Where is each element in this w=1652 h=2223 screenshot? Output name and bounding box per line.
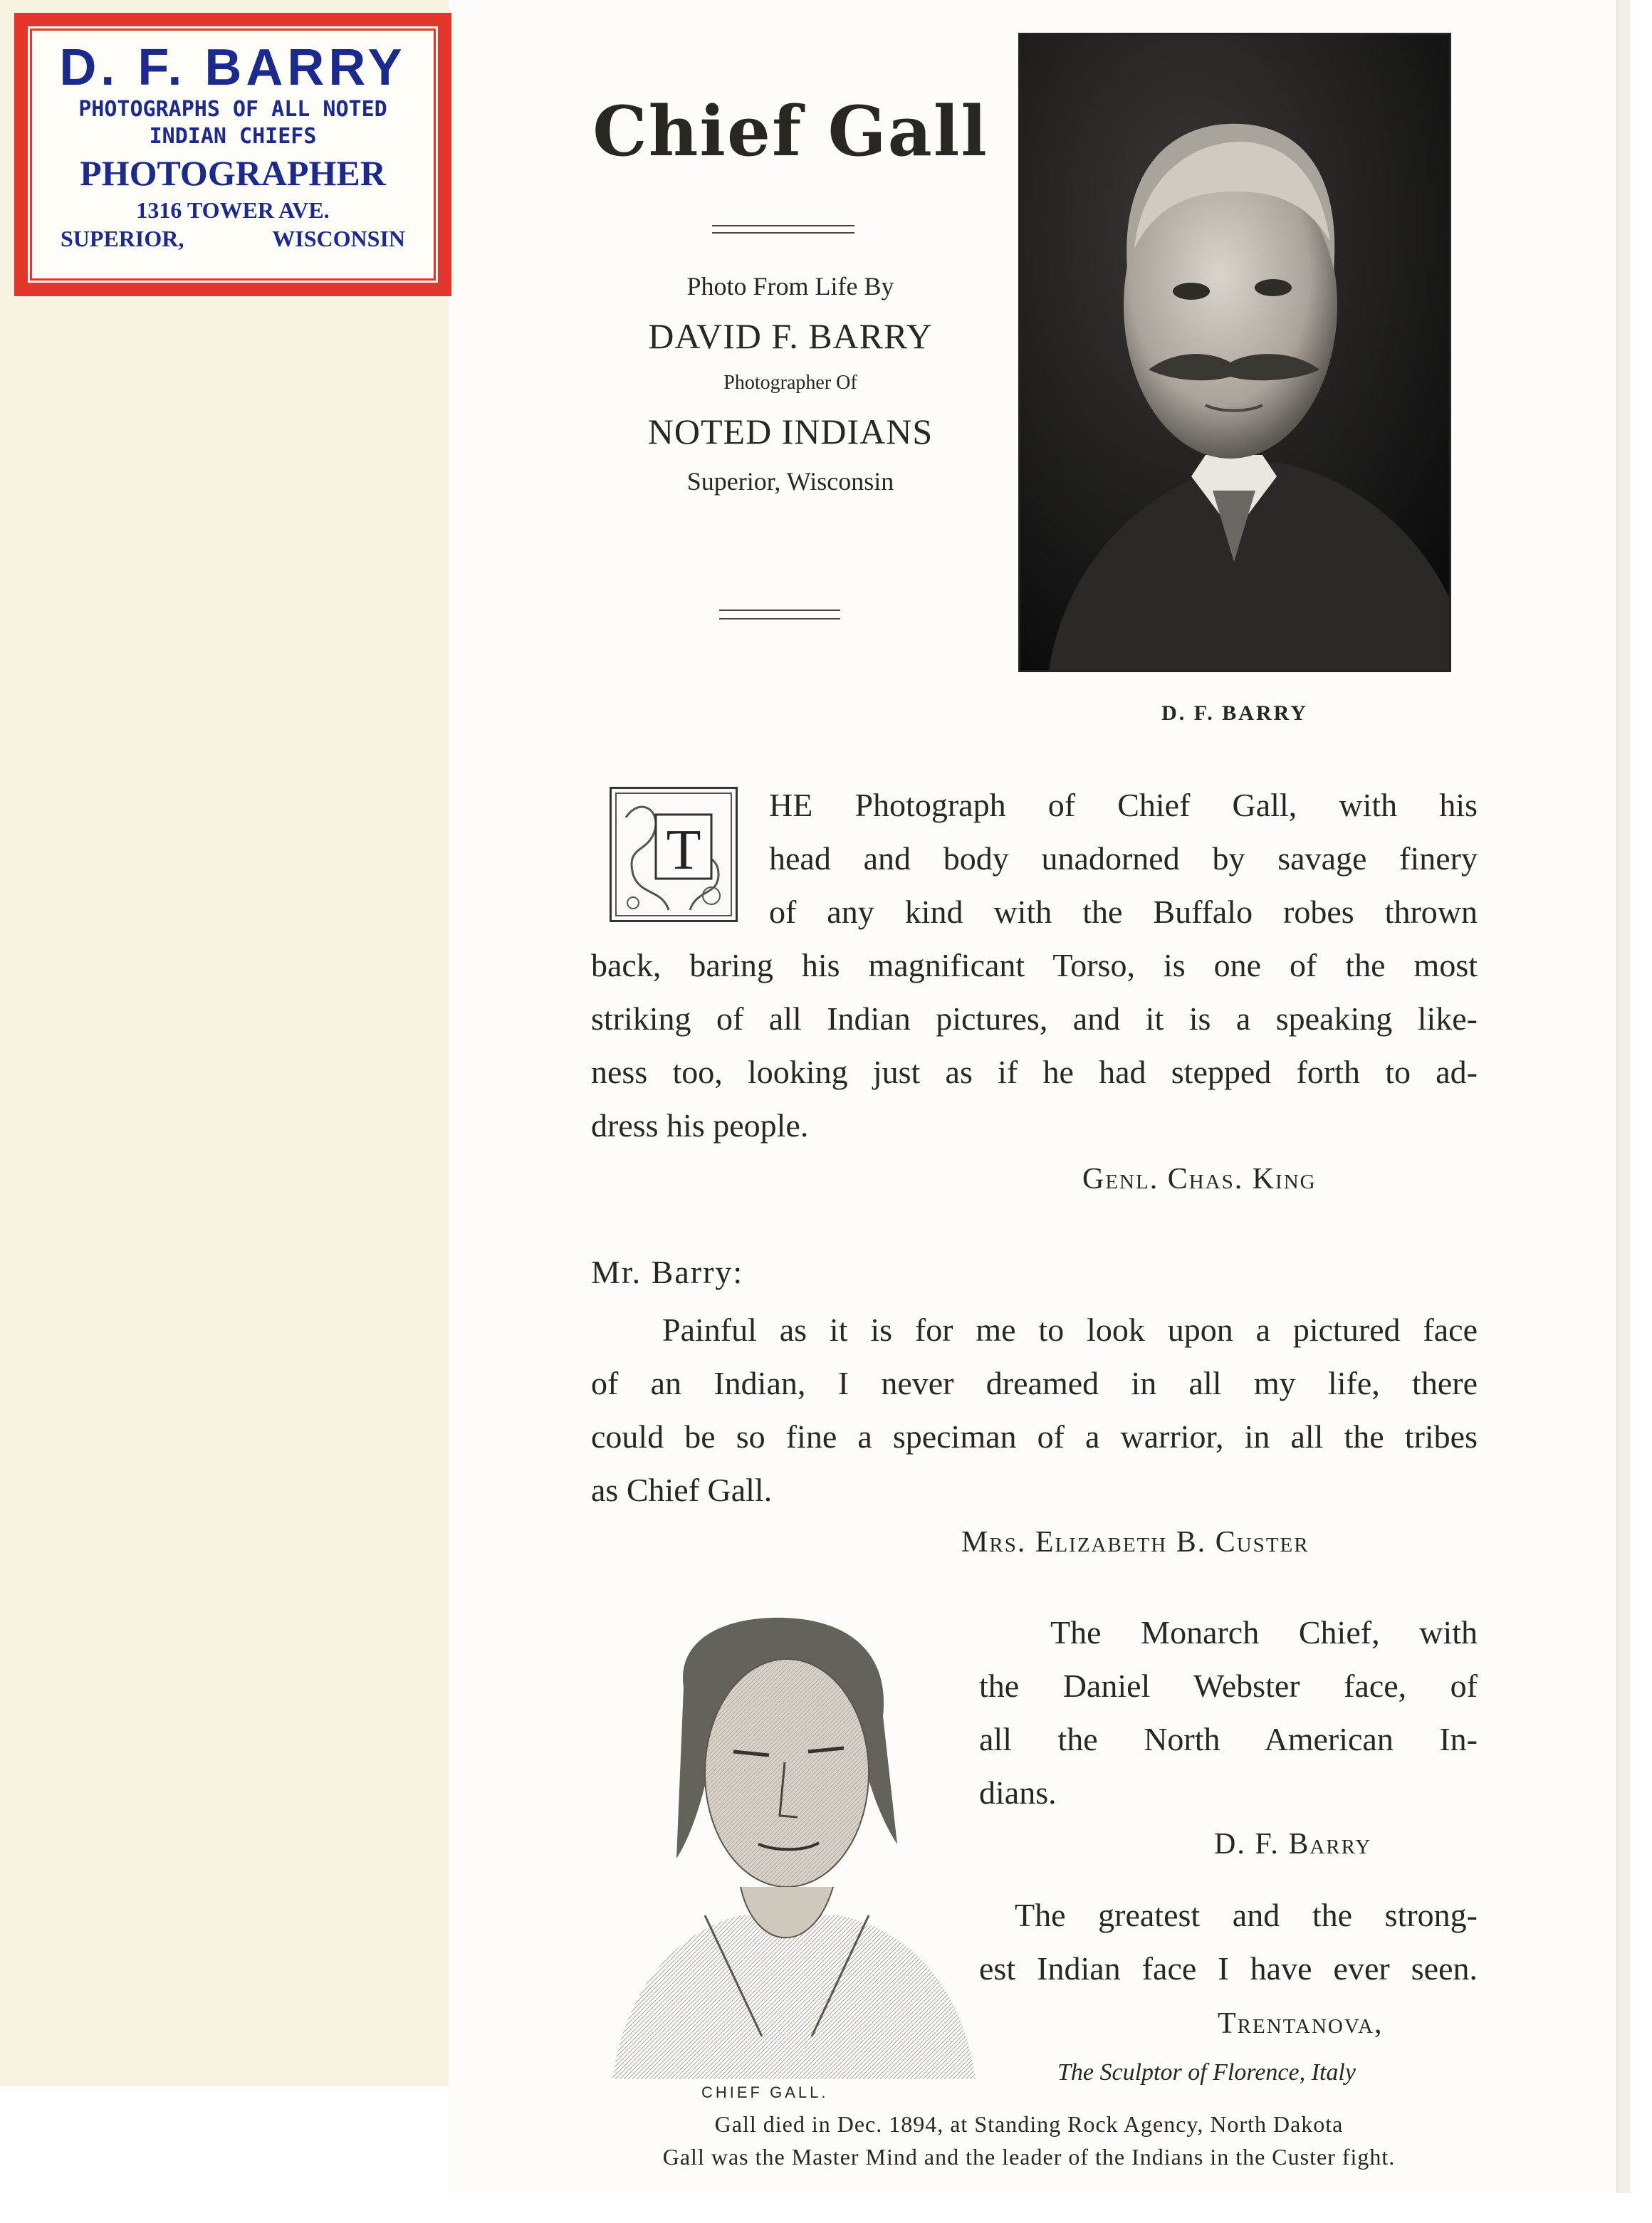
ornament-icon xyxy=(612,789,736,920)
photographer-name: DAVID F. BARRY xyxy=(648,316,933,356)
quote1-line-1: HE Photograph of Chief Gall, with his xyxy=(769,787,1478,823)
quote3-line-1: The Monarch Chief, with xyxy=(1050,1614,1478,1651)
quote1-attribution: Genl. Chas. King xyxy=(1082,1163,1317,1196)
quote4-line-1: The greatest and the strong- xyxy=(1015,1897,1478,1933)
portrait-caption: D. F. BARRY xyxy=(1161,701,1308,725)
label-city: SUPERIOR, xyxy=(61,226,184,251)
quote3-line-3: all the North American In- xyxy=(979,1721,1478,1757)
quote1-indented xyxy=(769,778,1478,938)
studio-label xyxy=(14,13,451,296)
label-name: D. F. BARRY xyxy=(59,39,407,96)
quote2-line-1: Painful as it is for me to look upon a pictured face xyxy=(662,1312,1478,1348)
label-state: WISCONSIN xyxy=(272,226,405,251)
dropcap-ornament xyxy=(610,787,738,922)
left-backing-strip xyxy=(0,0,450,2086)
location-text: Superior, Wisconsin xyxy=(686,467,894,496)
quote4-body xyxy=(979,1888,1478,1995)
quote1-line-6: ness too, looking just as if he had stepped forth to ad- xyxy=(591,1054,1478,1090)
quote2-salutation: Mr. Barry: xyxy=(591,1254,744,1290)
label-line2: INDIAN CHIEFS xyxy=(149,124,317,149)
quote2-body xyxy=(591,1303,1478,1517)
quote1-full xyxy=(591,938,1478,1152)
quote3-body xyxy=(979,1606,1478,1819)
divider-rule-2 xyxy=(719,618,840,619)
quote3-line-4: dians. xyxy=(979,1774,1057,1811)
quote1-line-7: dress his people. xyxy=(591,1107,809,1144)
quote2-attribution: Mrs. Elizabeth B. Custer xyxy=(961,1526,1309,1559)
engraving-caption: CHIEF GALL. xyxy=(701,2083,829,2101)
photo-from-text: Photo From Life By xyxy=(686,272,894,300)
quote2-line-3: could be so fine a speciman of a warrior, in all the tribes xyxy=(591,1418,1478,1455)
quote2-line-2: of an Indian, I never dreamed in all my life, there xyxy=(591,1365,1478,1401)
photographer-of-text: Photographer Of xyxy=(723,372,857,394)
engraving-figure xyxy=(598,1609,983,2079)
dropcap-letter: T xyxy=(666,819,701,882)
footer-line-2: Gall was the Master Mind and the leader of the Indians in the Custer fight. xyxy=(662,2144,1396,2170)
title-rule-bottom xyxy=(712,232,854,234)
chief-gall-engraving xyxy=(598,1609,983,2079)
quote1-line-2: head and body unadorned by savage finery xyxy=(769,840,1478,877)
noted-indians-text: NOTED INDIANS xyxy=(647,412,934,451)
page-title: Chief Gall xyxy=(592,91,988,172)
quote1-line-3: of any kind with the Buffalo robes thrown xyxy=(769,894,1478,930)
label-line1: PHOTOGRAPHS OF ALL NOTED xyxy=(78,97,387,122)
quote3-attribution: D. F. Barry xyxy=(1214,1828,1372,1861)
label-address: 1316 TOWER AVE. xyxy=(136,197,330,223)
studio-label-inner xyxy=(30,28,436,281)
footer-line-1: Gall died in Dec. 1894, at Standing Rock Agency, North Dakota xyxy=(714,2111,1344,2137)
divider-rule-1 xyxy=(719,610,840,611)
label-title: PHOTOGRAPHER xyxy=(80,153,386,193)
quote4-line-2: est Indian face I have ever seen. xyxy=(979,1950,1478,1987)
quote2-line-4: as Chief Gall. xyxy=(591,1472,773,1508)
quote1-line-5: striking of all Indian pictures, and it is a speaking like- xyxy=(591,1000,1478,1037)
page-edge xyxy=(1616,0,1631,2193)
title-block xyxy=(584,93,997,497)
portrait-photo-barry xyxy=(1018,33,1451,672)
quote4-attribution: Trentanova, xyxy=(1218,2007,1384,2040)
label-city-row xyxy=(32,224,434,253)
portrait-figure xyxy=(1020,35,1449,670)
quote1-line-4: back, baring his magnificant Torso, is one of the most xyxy=(591,947,1478,983)
quote4-subtitle: The Sculptor of Florence, Italy xyxy=(1057,2059,1356,2086)
title-rule-top xyxy=(712,225,854,226)
quote3-line-2: the Daniel Webster face, of xyxy=(979,1668,1478,1704)
